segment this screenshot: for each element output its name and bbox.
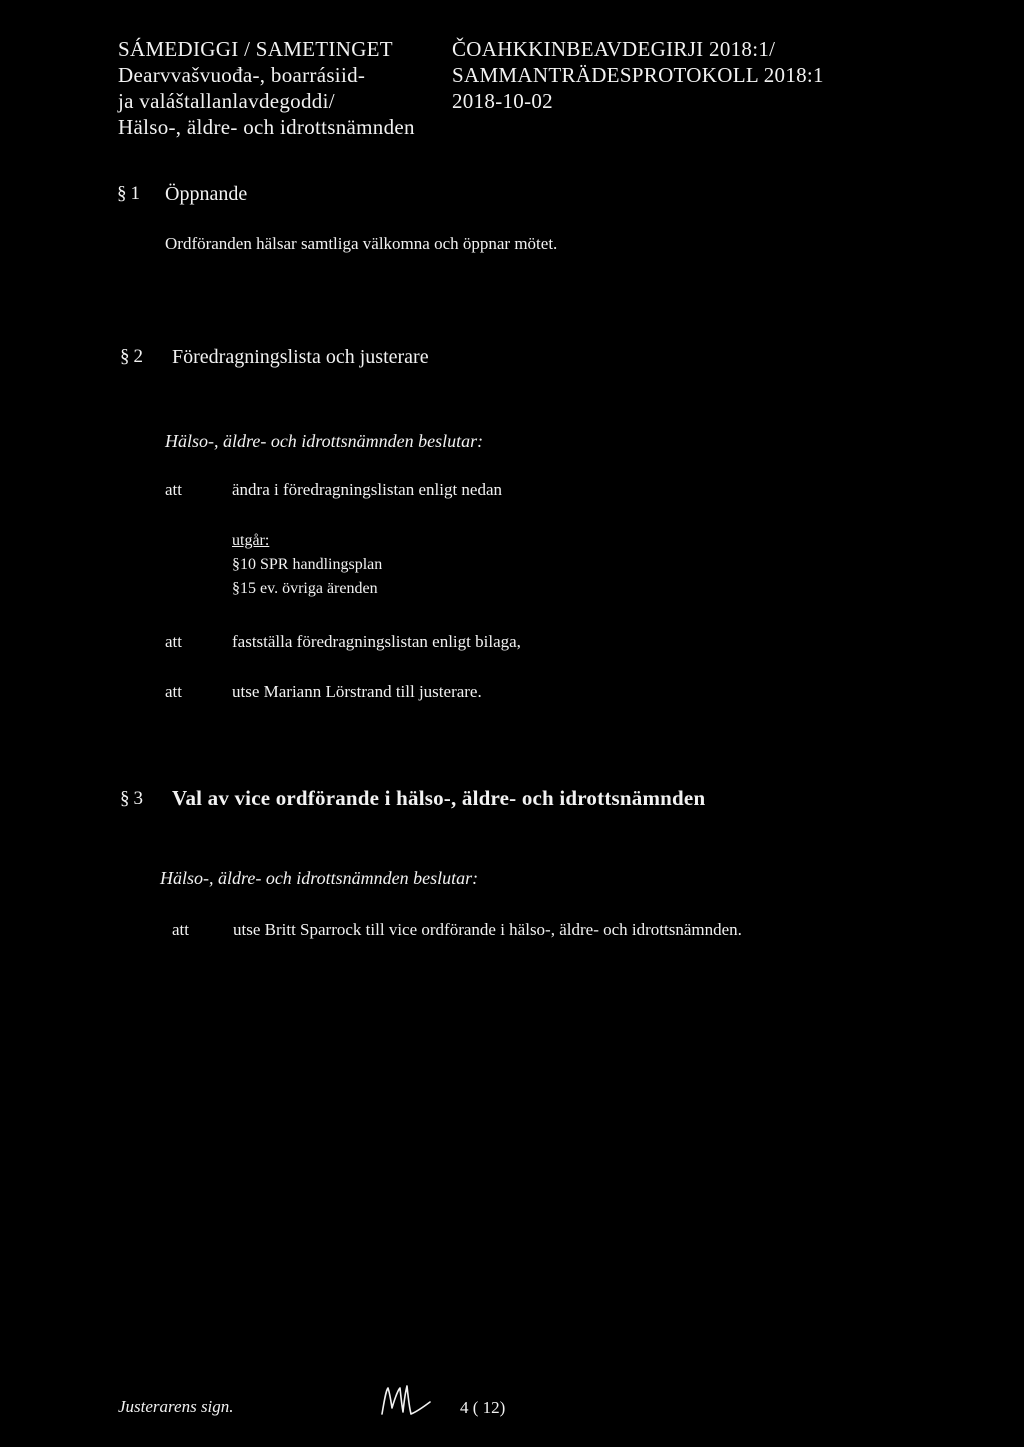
- section-2-item-3-prefix: att: [165, 682, 182, 701]
- section-number: 1: [130, 183, 140, 204]
- removed-item: §15 ev. övriga ärenden: [232, 580, 378, 597]
- header-committee-sami-1: Dearvvašvuođa-, boarrásiid-: [118, 63, 366, 87]
- section-1-heading: [117, 183, 140, 205]
- section-2-item-1-prefix: att: [165, 480, 182, 499]
- header-date: 2018-10-02: [452, 89, 553, 113]
- header-committee-sami-2: ja valáštallanlavdegoddi/: [118, 89, 335, 113]
- header-protocol-swedish: SAMMANTRÄDESPROTOKOLL 2018:1: [452, 63, 824, 87]
- header-right: [452, 36, 824, 114]
- header-committee-swedish: Hälso-, äldre- och idrottsnämnden: [118, 115, 415, 139]
- section-3-item-1-prefix: att: [172, 920, 189, 939]
- section-1-text: Ordföranden hälsar samtliga välkomna och öppnar mötet.: [165, 234, 558, 253]
- section-2-item-2-prefix: att: [165, 632, 182, 651]
- section-3-title: Val av vice ordförande i hälso-, äldre- och idrottsnämnden: [172, 786, 706, 810]
- header-protocol-sami: ČOAHKKINBEAVDEGIRJI 2018:1/: [452, 37, 776, 61]
- section-2-item-3-text: utse Mariann Lörstrand till justerare.: [232, 682, 482, 701]
- page-number: 4 ( 12): [460, 1398, 506, 1417]
- section-3-heading: [120, 788, 143, 810]
- signature-label: Justerarens sign.: [118, 1397, 234, 1416]
- removed-heading: utgår:: [232, 532, 270, 549]
- section-2-item-2-text: fastställa föredragningslistan enligt bilaga,: [232, 632, 521, 651]
- section-3-item-1-text: utse Britt Sparrock till vice ordförande i hälso-, äldre- och idrottsnämnden.: [233, 920, 742, 939]
- header-organization: SÁMEDIGGI / SAMETINGET: [118, 37, 393, 61]
- section-2-heading: [120, 346, 143, 368]
- signature-mark: [378, 1380, 438, 1422]
- section-3-decision-heading: Hälso-, äldre- och idrottsnämnden beslutar:: [160, 868, 479, 888]
- section-symbol: §: [120, 788, 130, 809]
- section-2-title: Föredragningslista och justerare: [172, 346, 429, 368]
- header-left: [118, 36, 415, 140]
- removed-item: §10 SPR handlingsplan: [232, 556, 383, 573]
- section-symbol: §: [120, 346, 130, 367]
- section-2-decision-heading: Hälso-, äldre- och idrottsnämnden beslutar:: [165, 431, 484, 451]
- section-symbol: §: [117, 183, 127, 204]
- section-2-item-1-text: ändra i föredragningslistan enligt nedan: [232, 480, 503, 499]
- section-number: 3: [133, 788, 143, 809]
- section-number: 2: [133, 346, 143, 367]
- section-1-title: Öppnande: [165, 183, 248, 205]
